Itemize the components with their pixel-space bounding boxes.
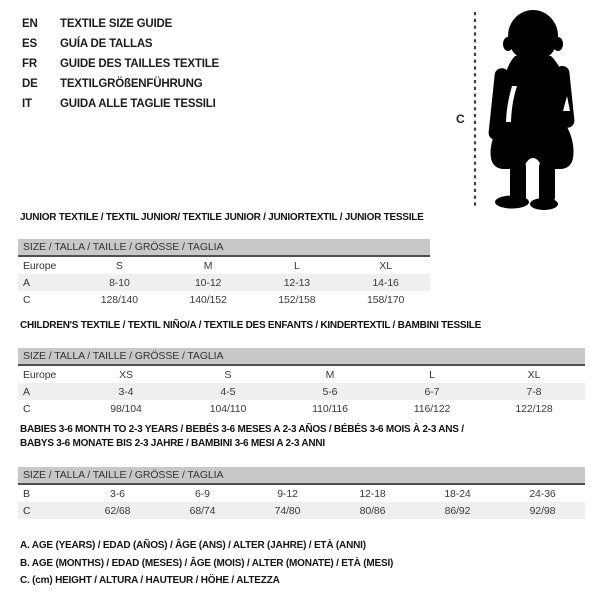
size-cell: S: [224, 368, 232, 381]
junior-table: [18, 239, 430, 308]
lang-title: TEXTILGRÖßENFÜHRUNG: [60, 78, 203, 90]
lang-code: DE: [22, 78, 38, 90]
size-cell: 62/68: [104, 504, 131, 517]
size-cell: 104/110: [209, 402, 247, 415]
table-row: [18, 366, 585, 383]
size-cell: 68/74: [189, 504, 216, 517]
size-cell: 128/140: [100, 293, 138, 306]
size-cell: 158/170: [366, 293, 405, 306]
row-label: C: [23, 504, 31, 517]
language-title-list: [22, 14, 219, 114]
footnote-a: A. AGE (YEARS) / EDAD (AÑOS) / ÂGE (ANS) / ALTER (JAHRE) / ETÀ (ANNI): [20, 540, 366, 551]
baby-silhouette-svg: [448, 5, 596, 217]
babies-table-title-line2: BABYS 3-6 MONATE BIS 2-3 JAHRE / BAMBINI 3-6 MESI A 2-3 ANNI: [20, 438, 325, 449]
size-cell: 92/98: [529, 504, 556, 517]
children-table-section: [18, 319, 588, 417]
lang-title: GUIDE DES TAILLES TEXTILE: [60, 58, 219, 70]
size-cell: 6-7: [424, 385, 440, 398]
size-cell: 6-9: [195, 487, 210, 500]
height-label: C: [456, 112, 465, 126]
baby-silhouette: [488, 10, 575, 210]
size-cell: 8-10: [109, 276, 130, 289]
children-table-title: CHILDREN'S TEXTILE / TEXTIL NIÑO/A / TEXTILE DES ENFANTS / KINDERTEXTIL / BAMBINI TESSILE: [20, 320, 482, 331]
size-cell: 12-18: [359, 487, 386, 500]
babies-size-table: [18, 485, 585, 519]
lang-row-es: [22, 34, 219, 54]
lang-code: IT: [22, 98, 32, 110]
size-cell: 14-16: [372, 276, 399, 289]
size-cell: 98/104: [110, 402, 142, 415]
lang-row-en: [22, 14, 219, 34]
children-size-table: [18, 366, 585, 417]
row-label: Europe: [23, 368, 57, 381]
lang-title: GUIDA ALLE TAGLIE TESSILI: [60, 98, 216, 110]
row-label: C: [23, 293, 31, 306]
size-cell: 3-6: [110, 487, 125, 500]
table-row: [18, 257, 430, 274]
size-cell: 110/116: [312, 402, 348, 415]
table-row: [18, 274, 430, 291]
footnote-legend: [20, 537, 393, 590]
lang-title: TEXTILE SIZE GUIDE: [60, 18, 173, 30]
size-cell: 80/86: [359, 504, 386, 517]
table-row: [18, 383, 585, 400]
table-row: [18, 485, 585, 502]
table-row: [18, 502, 585, 519]
row-label: A: [23, 385, 30, 398]
size-cell: M: [325, 368, 335, 381]
babies-table-section: [18, 423, 588, 519]
junior-table-section: [18, 211, 588, 308]
size-cell: 9-12: [277, 487, 298, 500]
size-cell: 140/152: [189, 293, 227, 306]
size-cell: 12-13: [283, 276, 311, 289]
row-label: B: [23, 487, 30, 500]
size-cell: 24-36: [529, 487, 556, 500]
size-header-bar: SIZE / TALLA / TAILLE / GRÖSSE / TAGLIA: [18, 239, 430, 257]
size-cell: 74/80: [274, 504, 301, 517]
size-cell: 116/122: [413, 402, 451, 415]
footnote-c: C. (cm) HEIGHT / ALTURA / HAUTEUR / HÖHE / ALTEZZA: [20, 575, 280, 586]
size-cell: 3-4: [118, 385, 134, 398]
size-header-bar: SIZE / TALLA / TAILLE / GRÖSSE / TAGLIA: [18, 348, 585, 366]
lang-row-de: [22, 74, 219, 94]
lang-code: FR: [22, 58, 37, 70]
lang-code: EN: [22, 18, 38, 30]
table-row: [18, 291, 430, 308]
size-cell: XL: [527, 368, 541, 381]
size-cell: L: [429, 368, 435, 381]
size-cell: 4-5: [220, 385, 236, 398]
size-cell: 10-12: [194, 276, 222, 289]
row-label: A: [23, 276, 30, 289]
children-table: [18, 348, 585, 417]
junior-size-table: [18, 257, 430, 308]
size-header-bar: SIZE / TALLA / TAILLE / GRÖSSE / TAGLIA: [18, 467, 585, 485]
lang-title: GUÍA DE TALLAS: [60, 38, 153, 50]
size-cell: 5-6: [322, 385, 338, 398]
height-figure: [448, 5, 596, 217]
babies-table: [18, 467, 585, 519]
size-cell: L: [294, 259, 300, 272]
footnote-b: B. AGE (MONTHS) / EDAD (MESES) / ÂGE (MOIS) / ALTER (MONATE) / ETÀ (MESI): [20, 557, 394, 569]
junior-table-title: JUNIOR TEXTILE / TEXTIL JUNIOR/ TEXTILE JUNIOR / JUNIORTEXTIL / JUNIOR TESSILE: [20, 212, 424, 223]
lang-row-fr: [22, 54, 219, 74]
size-cell: 86/92: [444, 504, 471, 517]
babies-table-title-line1: BABIES 3-6 MONTH TO 2-3 YEARS / BEBÉS 3-6 MESES A 2-3 AÑOS / BÉBÉS 3-6 MOIS À 2-3 ANS /: [20, 424, 464, 435]
row-label: Europe: [23, 259, 57, 272]
row-label: C: [23, 402, 31, 415]
size-cell: 18-24: [444, 487, 471, 500]
size-cell: 152/158: [278, 293, 316, 306]
size-cell: XS: [119, 368, 133, 381]
lang-row-it: [22, 94, 219, 114]
size-cell: 122/128: [515, 402, 553, 415]
size-cell: S: [115, 259, 123, 272]
size-cell: 7-8: [526, 385, 542, 398]
size-cell: XL: [379, 259, 392, 272]
lang-code: ES: [22, 38, 37, 50]
size-cell: M: [203, 259, 213, 272]
table-row: [18, 400, 585, 417]
